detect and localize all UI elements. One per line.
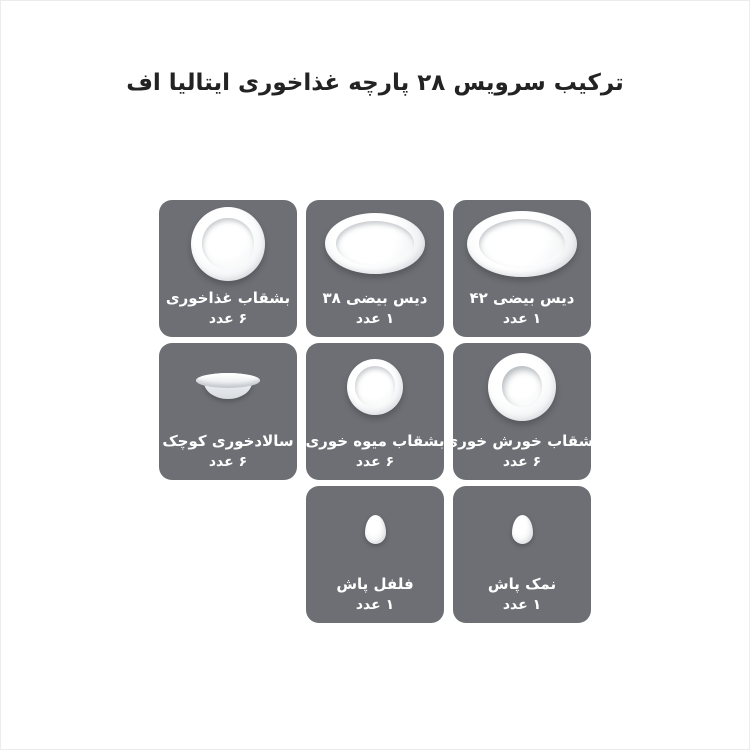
tile-pepper-shaker	[306, 486, 444, 623]
item-name: بشقاب خورش خوری	[444, 432, 600, 450]
tile-labels	[305, 430, 444, 480]
dish-image-area	[159, 343, 297, 430]
dish-image-area	[453, 343, 591, 430]
tile-fruit-plate	[306, 343, 444, 480]
dish-image-area	[306, 200, 444, 287]
dish-image-area	[306, 486, 444, 573]
item-count: ۶ عدد	[355, 454, 395, 470]
dish-image-area	[453, 486, 591, 573]
tile-oval-platter-38	[306, 200, 444, 337]
item-name: نمک پاش	[487, 575, 557, 593]
tile-labels	[336, 573, 413, 623]
stew-plate-icon	[488, 353, 556, 421]
item-count: ۱ عدد	[355, 311, 395, 327]
tile-dinner-plate	[159, 200, 297, 337]
tile-labels	[470, 287, 575, 337]
item-count: ۱ عدد	[502, 597, 542, 613]
item-name: دیس بیضی ۳۸	[322, 289, 428, 307]
tile-labels	[166, 287, 290, 337]
tile-labels	[488, 573, 556, 623]
item-name: فلفل پاش	[336, 575, 414, 593]
tile-labels	[445, 430, 600, 480]
page-title: ترکیب سرویس ۲۸ پارچه غذاخوری ایتالیا اف	[126, 70, 624, 96]
oval-platter-42-icon	[467, 211, 577, 277]
tile-salt-shaker	[453, 486, 591, 623]
item-count: ۱ عدد	[355, 597, 395, 613]
item-count: ۶ عدد	[208, 454, 248, 470]
salad-bowl-icon	[196, 373, 260, 400]
item-name: بشقاب میوه خوری	[305, 432, 445, 450]
salt-shaker-icon	[512, 515, 533, 544]
service-composition-grid	[159, 200, 600, 623]
oval-platter-38-icon	[325, 213, 425, 274]
item-name: بشقاب غذاخوری	[165, 289, 291, 307]
tile-labels	[162, 430, 293, 480]
dish-image-area	[306, 343, 444, 430]
dish-image-area	[159, 200, 297, 287]
item-name: سالادخوری کوچک	[162, 432, 294, 450]
tile-oval-platter-42	[453, 200, 591, 337]
tile-labels	[323, 287, 428, 337]
item-count: ۶ عدد	[502, 454, 542, 470]
item-count: ۱ عدد	[502, 311, 542, 327]
tile-salad-bowl	[159, 343, 297, 480]
item-count: ۶ عدد	[208, 311, 248, 327]
fruit-plate-icon	[347, 359, 403, 415]
dinner-plate-icon	[191, 207, 265, 281]
tile-stew-plate	[444, 343, 600, 480]
item-name: دیس بیضی ۴۲	[469, 289, 575, 307]
dish-image-area	[453, 200, 591, 287]
pepper-shaker-icon	[365, 515, 386, 544]
